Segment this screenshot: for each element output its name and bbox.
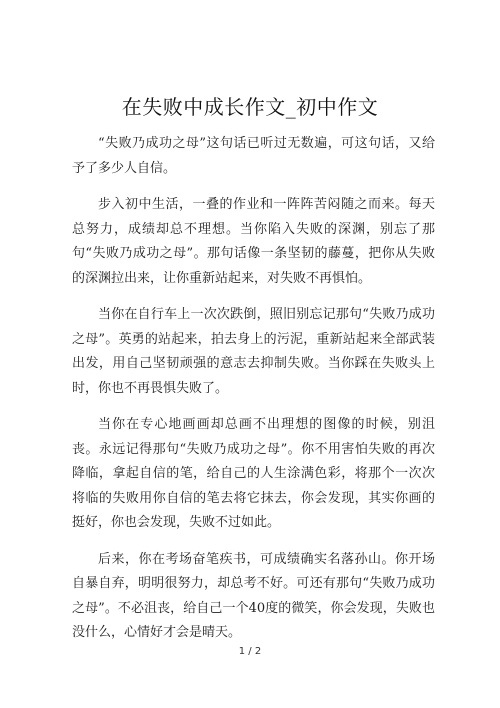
paragraph-4: 当你在专心地画画却总画不出理想的图像的时候，别沮丧。永远记得那句“失败乃成功之母”。你不用害怕失败的再次降临，拿起自信的笔，给自己的人生涂满色彩，将那个一次次将临的失败用你自信的笔去将它抹去，你会发现，其实你画的挺好，你也会发现，失败不过如此。 — [72, 417, 435, 530]
document-body — [72, 132, 435, 658]
paragraph-2: 步入初中生活，一叠的作业和一阵阵苦闷随之而来。每天总努力，成绩却总不理想。当你陷入失败的深渊，别忘了那句“失败乃成功之母”。那句话像一条坚韧的藤蔓，把你从失败的深渊拉出来，让你重新站起来，对失败不再惧怕。 — [72, 197, 435, 286]
paragraph-5: 后来，你在考场奋笔疾书，可成绩确实名落孙山。你开场自暴自弃，明明很努力，却总考不好。可还有那句“失败乃成功之母”。不必沮丧，给自己一个40度的微笑，你会发现，失败也没什么，心情好才会是晴天。 — [72, 551, 435, 640]
paragraph-1: “失败乃成功之母”这句话已听过无数遍，可这句话，又给予了多少人自信。 — [72, 136, 435, 176]
document-title: 在失败中成长作文_初中作文 — [121, 95, 379, 119]
page-number: 1 / 2 — [238, 646, 262, 657]
paragraph-3: 当你在自行车上一次次跌倒，照旧别忘记那句“失败乃成功之母”。英勇的站起来，拍去身上的污泥，重新站起来全部武装出发，用自己坚韧顽强的意志去抑制失败。当你踩在失败头上时，你也不再畏惧失败了。 — [72, 307, 435, 396]
